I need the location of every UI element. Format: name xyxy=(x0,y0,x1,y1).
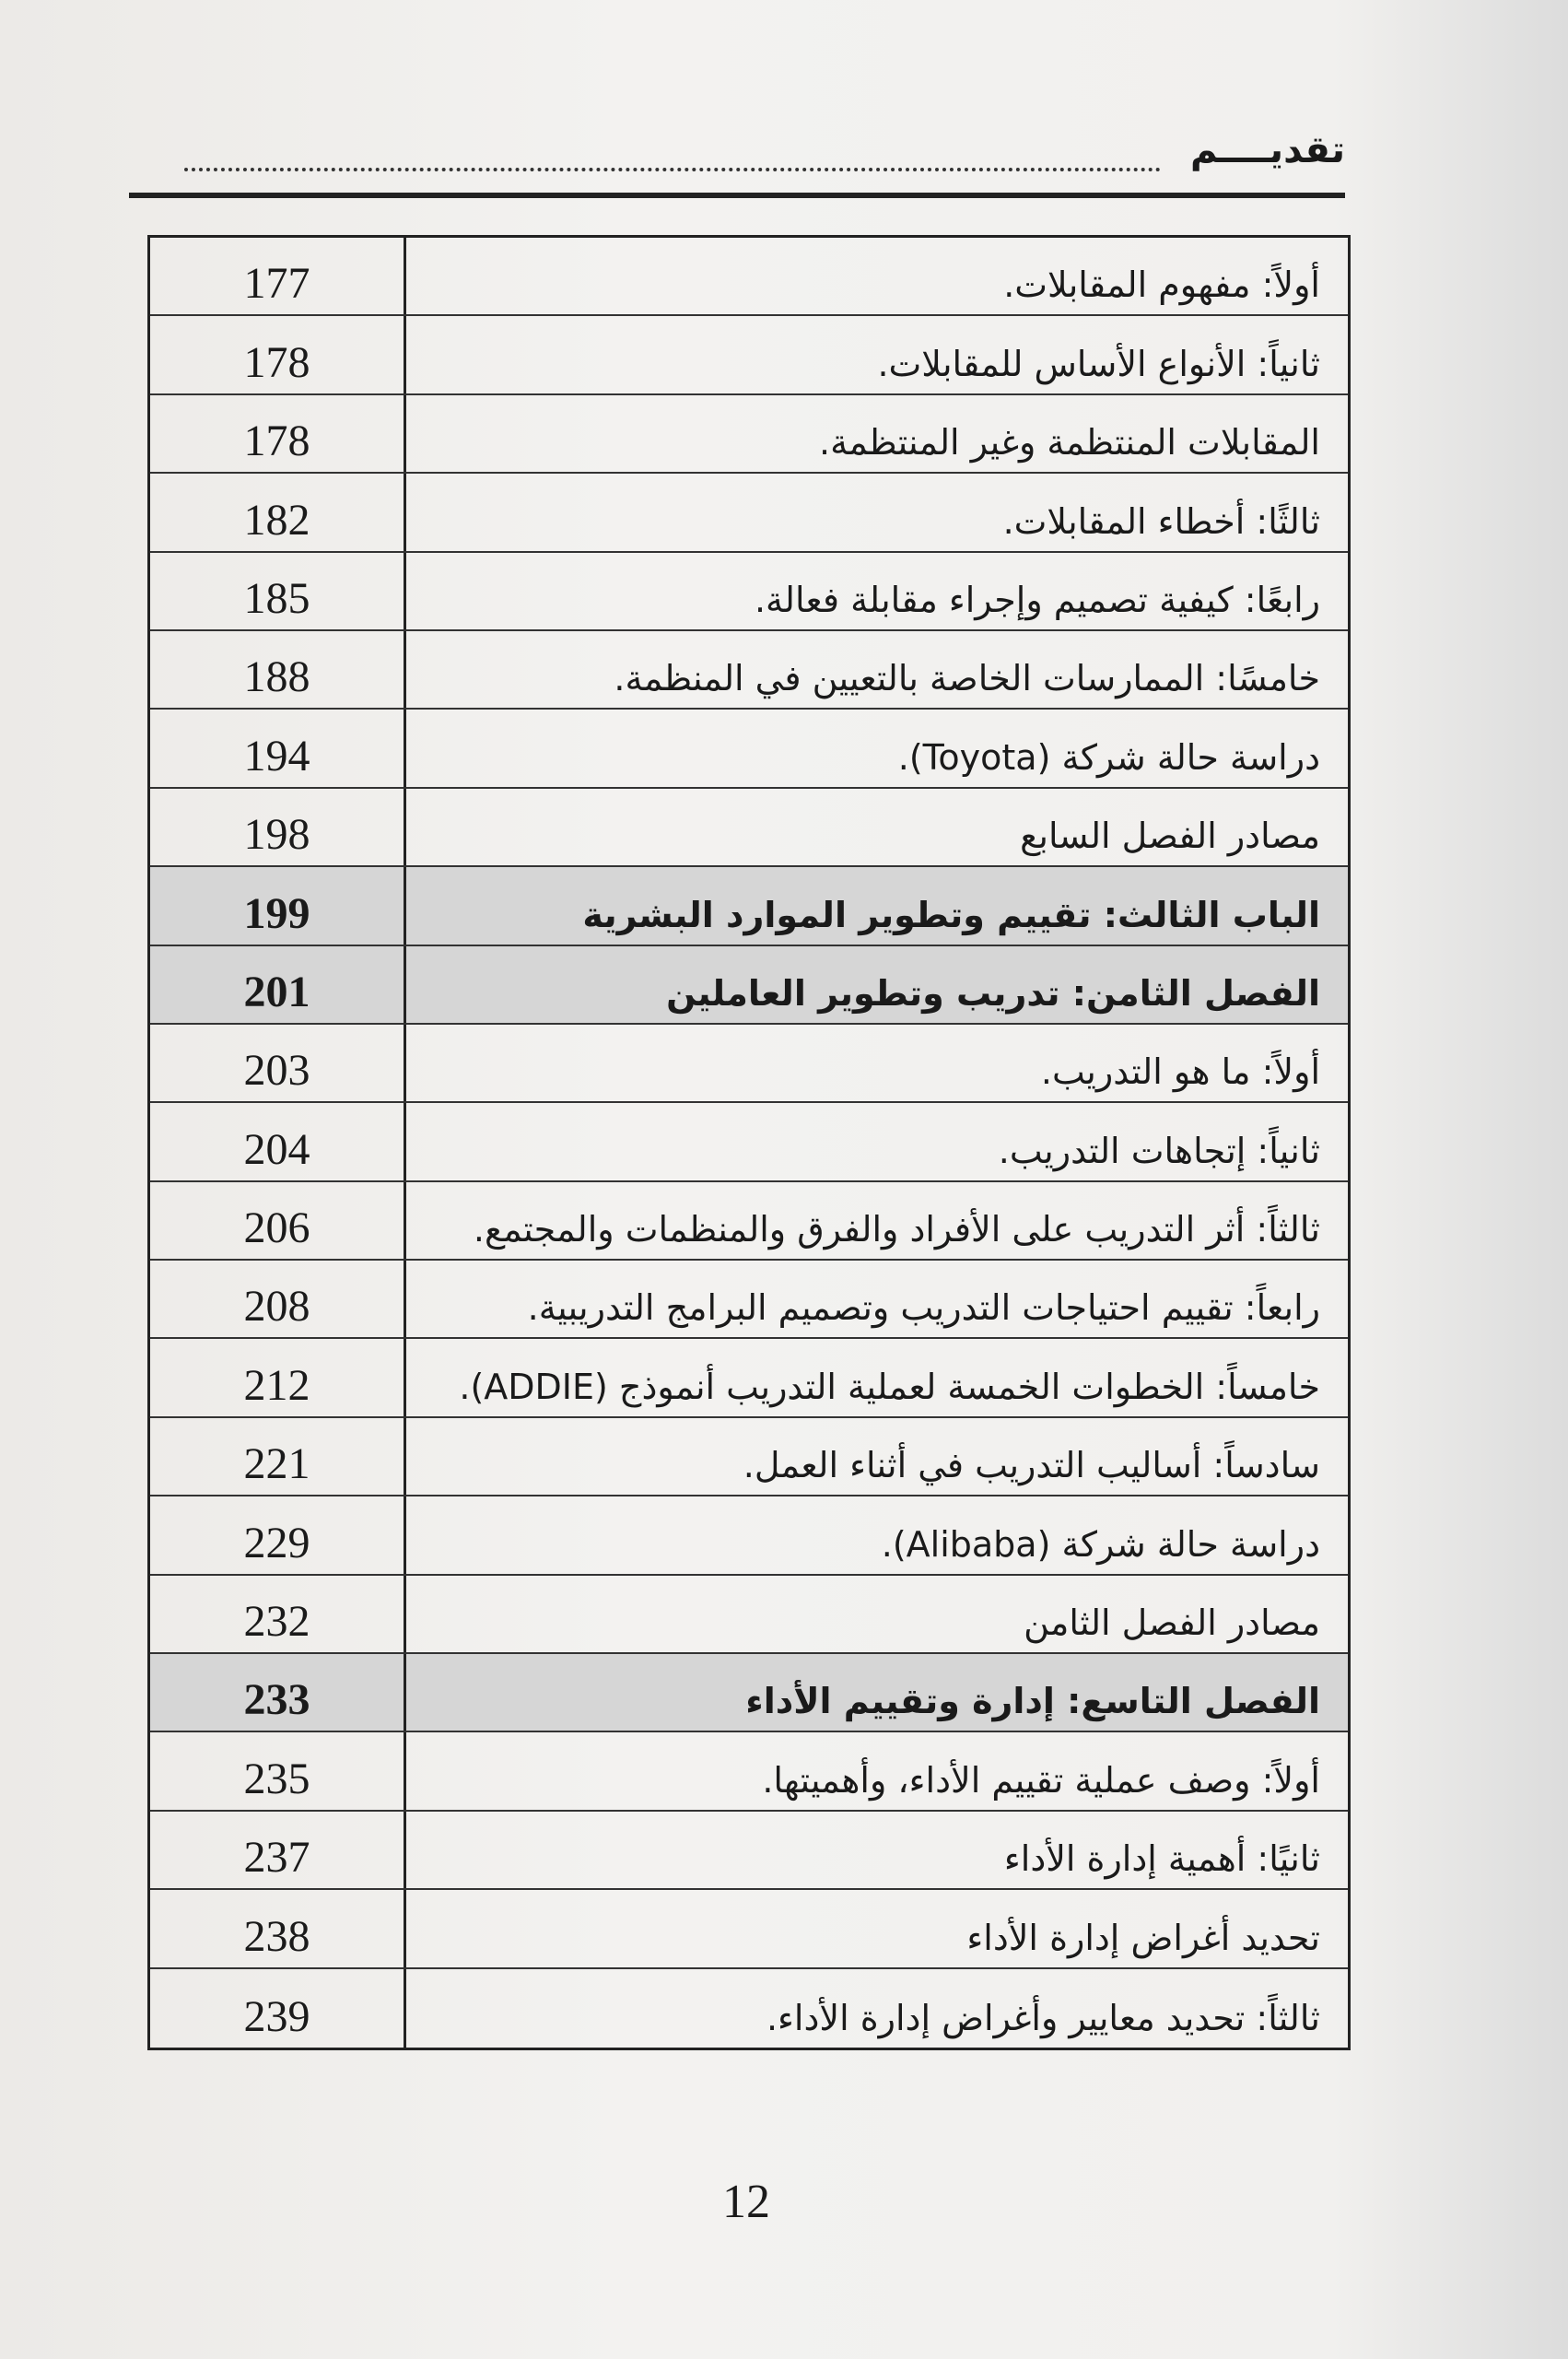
toc-entry-page: 204 xyxy=(243,1124,310,1174)
toc-row xyxy=(150,1025,1348,1103)
toc-entry-title: مصادر الفصل السابع xyxy=(404,789,1348,865)
toc-entry-page: 233 xyxy=(243,1675,310,1725)
toc-row xyxy=(150,1418,1348,1496)
toc-row xyxy=(150,1496,1348,1575)
toc-row xyxy=(150,1182,1348,1261)
toc-row xyxy=(150,1890,1348,1968)
toc-entry-page: 198 xyxy=(243,810,310,860)
toc-entry-page: 235 xyxy=(243,1754,310,1803)
toc-entry-title: ثانيًا: أهمية إدارة الأداء xyxy=(404,1812,1348,1888)
toc-entry-title: ثالثًا: أخطاء المقابلات. xyxy=(404,474,1348,550)
table-of-contents xyxy=(147,235,1351,2050)
toc-row xyxy=(150,553,1348,631)
toc-row xyxy=(150,1261,1348,1339)
header-rule xyxy=(129,193,1345,198)
toc-entry-title: رابعاً: تقييم احتياجات التدريب وتصميم البرامج التدريبية. xyxy=(404,1261,1348,1337)
toc-entry-title: دراسة حالة شركة (Toyota). xyxy=(404,710,1348,786)
toc-row xyxy=(150,1103,1348,1181)
toc-entry-title: أولاً: مفهوم المقابلات. xyxy=(404,238,1348,314)
toc-entry-title: ثالثاً: تحديد معايير وأغراض إدارة الأداء. xyxy=(404,1969,1348,2048)
toc-row xyxy=(150,1812,1348,1890)
toc-row xyxy=(150,395,1348,474)
toc-entry-page: 232 xyxy=(243,1597,310,1647)
toc-row xyxy=(150,474,1348,552)
toc-row xyxy=(150,1339,1348,1417)
toc-entry-page: 229 xyxy=(243,1518,310,1567)
toc-row xyxy=(150,1969,1348,2048)
toc-entry-page: 208 xyxy=(243,1282,310,1332)
toc-entry-title: المقابلات المنتظمة وغير المنتظمة. xyxy=(404,395,1348,472)
toc-entry-title: دراسة حالة شركة (Alibaba). xyxy=(404,1496,1348,1573)
toc-row xyxy=(150,710,1348,788)
toc-entry-title: سادساً: أساليب التدريب في أثناء العمل. xyxy=(404,1418,1348,1495)
toc-entry-title: الفصل التاسع: إدارة وتقييم الأداء xyxy=(404,1654,1348,1731)
toc-entry-title: رابعًا: كيفية تصميم وإجراء مقابلة فعالة. xyxy=(404,553,1348,629)
toc-entry-page: 185 xyxy=(243,573,310,623)
toc-entry-title: أولاً: ما هو التدريب. xyxy=(404,1025,1348,1101)
toc-entry-title: ثالثاً: أثر التدريب على الأفراد والفرق والمنظمات والمجتمع. xyxy=(404,1182,1348,1259)
header-title: تقديــــم xyxy=(1190,129,1345,171)
toc-row xyxy=(150,867,1348,945)
toc-entry-page: 178 xyxy=(243,337,310,387)
toc-entry-title: الباب الثالث: تقييم وتطوير الموارد البشرية xyxy=(404,867,1348,944)
toc-row xyxy=(150,1654,1348,1732)
toc-entry-title: مصادر الفصل الثامن xyxy=(404,1576,1348,1652)
toc-entry-title: ثانياً: إتجاهات التدريب. xyxy=(404,1103,1348,1180)
toc-entry-title: تحديد أغراض إدارة الأداء xyxy=(404,1890,1348,1966)
toc-entry-title: خامساً: الخطوات الخمسة لعملية التدريب أنموذج (ADDIE). xyxy=(404,1339,1348,1415)
toc-row xyxy=(150,631,1348,710)
toc-entry-page: 178 xyxy=(243,417,310,466)
toc-entry-page: 237 xyxy=(243,1833,310,1883)
toc-row xyxy=(150,789,1348,867)
toc-entry-title: الفصل الثامن: تدريب وتطوير العاملين xyxy=(404,946,1348,1023)
toc-entry-page: 188 xyxy=(243,652,310,702)
toc-row xyxy=(150,946,1348,1025)
toc-entry-page: 201 xyxy=(243,967,310,1016)
toc-entry-title: خامسًا: الممارسات الخاصة بالتعيين في المنظمة. xyxy=(404,631,1348,708)
toc-entry-page: 212 xyxy=(243,1360,310,1410)
toc-entry-page: 177 xyxy=(243,259,310,309)
toc-entry-title: أولاً: وصف عملية تقييم الأداء، وأهميتها. xyxy=(404,1732,1348,1809)
toc-entry-page: 239 xyxy=(243,1991,310,2041)
toc-row xyxy=(150,1732,1348,1811)
toc-entry-page: 221 xyxy=(243,1439,310,1489)
toc-entry-title: ثانياً: الأنواع الأساس للمقابلات. xyxy=(404,316,1348,393)
toc-entry-page: 199 xyxy=(243,888,310,938)
toc-entry-page: 203 xyxy=(243,1046,310,1096)
toc-row xyxy=(150,238,1348,316)
toc-entry-page: 182 xyxy=(243,495,310,545)
page-number: 12 xyxy=(722,2176,770,2228)
running-header xyxy=(129,111,1345,198)
toc-row xyxy=(150,316,1348,394)
toc-entry-page: 238 xyxy=(243,1911,310,1961)
toc-row xyxy=(150,1576,1348,1654)
header-dotted-leader xyxy=(184,168,1161,171)
toc-entry-page: 194 xyxy=(243,731,310,780)
toc-entry-page: 206 xyxy=(243,1203,310,1253)
